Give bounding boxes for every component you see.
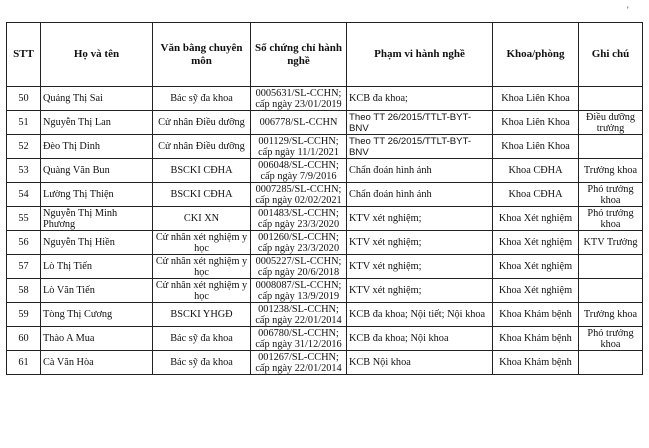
cell-certificate: 006048/SL-CCHN; cấp ngày 7/9/2016 bbox=[251, 159, 347, 183]
cell-qualification: Bác sỹ đa khoa bbox=[153, 327, 251, 351]
table-header-row bbox=[7, 23, 643, 87]
header-certificate: Số chứng chỉ hành nghề bbox=[251, 23, 347, 87]
cell-note: Trưởng khoa bbox=[579, 303, 643, 327]
cell-scope: Chẩn đoán hình ảnh bbox=[347, 159, 493, 183]
cell-qualification: Cử nhân xét nghiệm y học bbox=[153, 231, 251, 255]
cell-certificate: 006778/SL-CCHN bbox=[251, 111, 347, 135]
cell-note: Phó trưởng khoa bbox=[579, 207, 643, 231]
cell-scope: KTV xét nghiệm; bbox=[347, 231, 493, 255]
cell-qualification: Cử nhân xét nghiệm y học bbox=[153, 279, 251, 303]
cell-stt: 53 bbox=[7, 159, 41, 183]
cell-department: Khoa CĐHA bbox=[493, 183, 579, 207]
cell-name: Lò Thị Tiến bbox=[41, 255, 153, 279]
table-row bbox=[7, 231, 643, 255]
cell-scope: KCB Nội khoa bbox=[347, 351, 493, 375]
table-row bbox=[7, 279, 643, 303]
cell-stt: 52 bbox=[7, 135, 41, 159]
cell-name: Nguyễn Thị Minh Phương bbox=[41, 207, 153, 231]
cell-certificate: 001129/SL-CCHN; cấp ngày 11/1/2021 bbox=[251, 135, 347, 159]
table-row bbox=[7, 303, 643, 327]
cell-note: Phó trưởng khoa bbox=[579, 327, 643, 351]
cell-scope: KTV xét nghiệm; bbox=[347, 255, 493, 279]
cell-note: Điều dưỡng trưởng bbox=[579, 111, 643, 135]
cell-name: Nguyễn Thị Hiền bbox=[41, 231, 153, 255]
cell-name: Quảng Thị Sai bbox=[41, 87, 153, 111]
staff-table bbox=[6, 22, 643, 375]
cell-certificate: 0007285/SL-CCHN; cấp ngày 02/02/2021 bbox=[251, 183, 347, 207]
cell-qualification: Cử nhân Điều dưỡng bbox=[153, 135, 251, 159]
cell-certificate: 0008087/SL-CCHN; cấp ngày 13/9/2019 bbox=[251, 279, 347, 303]
cell-note bbox=[579, 135, 643, 159]
cell-note bbox=[579, 87, 643, 111]
cell-stt: 54 bbox=[7, 183, 41, 207]
cell-name: Cà Văn Hòa bbox=[41, 351, 153, 375]
cell-department: Khoa Xét nghiệm bbox=[493, 279, 579, 303]
cell-scope: KCB đa khoa; Nội khoa bbox=[347, 327, 493, 351]
cell-stt: 59 bbox=[7, 303, 41, 327]
cell-certificate: 001238/SL-CCHN; cấp ngày 22/01/2014 bbox=[251, 303, 347, 327]
cell-scope: KCB đa khoa; Nội tiết; Nội khoa bbox=[347, 303, 493, 327]
cell-name: Lường Thị Thiện bbox=[41, 183, 153, 207]
cell-name: Nguyễn Thị Lan bbox=[41, 111, 153, 135]
cell-qualification: Bác sỹ đa khoa bbox=[153, 351, 251, 375]
cell-department: Khoa Xét nghiệm bbox=[493, 207, 579, 231]
cell-scope: KTV xét nghiệm; bbox=[347, 279, 493, 303]
cell-department: Khoa Liên Khoa bbox=[493, 135, 579, 159]
header-department: Khoa/phòng bbox=[493, 23, 579, 87]
cell-scope: Chẩn đoán hình ảnh bbox=[347, 183, 493, 207]
table-row bbox=[7, 207, 643, 231]
cell-stt: 51 bbox=[7, 111, 41, 135]
cell-scope: Theo TT 26/2015/TTLT-BYT-BNV bbox=[347, 111, 493, 135]
cell-certificate: 0005631/SL-CCHN; cấp ngày 23/01/2019 bbox=[251, 87, 347, 111]
cell-department: Khoa Liên Khoa bbox=[493, 87, 579, 111]
cell-department: Khoa CĐHA bbox=[493, 159, 579, 183]
table-row bbox=[7, 111, 643, 135]
corner-mark: ' bbox=[627, 5, 629, 15]
cell-qualification: Bác sỹ đa khoa bbox=[153, 87, 251, 111]
table-row bbox=[7, 351, 643, 375]
cell-department: Khoa Khám bệnh bbox=[493, 351, 579, 375]
cell-department: Khoa Khám bệnh bbox=[493, 303, 579, 327]
cell-note: Phó trưởng khoa bbox=[579, 183, 643, 207]
cell-stt: 57 bbox=[7, 255, 41, 279]
cell-name: Đèo Thị Dinh bbox=[41, 135, 153, 159]
cell-stt: 55 bbox=[7, 207, 41, 231]
cell-certificate: 001260/SL-CCHN; cấp ngày 23/3/2020 bbox=[251, 231, 347, 255]
cell-scope: Theo TT 26/2015/TTLT-BYT-BNV bbox=[347, 135, 493, 159]
cell-qualification: Cử nhân Điều dưỡng bbox=[153, 111, 251, 135]
cell-stt: 56 bbox=[7, 231, 41, 255]
header-qualification: Văn bằng chuyên môn bbox=[153, 23, 251, 87]
table-row bbox=[7, 183, 643, 207]
header-scope: Phạm vi hành nghề bbox=[347, 23, 493, 87]
header-name: Họ và tên bbox=[41, 23, 153, 87]
cell-department: Khoa Khám bệnh bbox=[493, 327, 579, 351]
table-row bbox=[7, 159, 643, 183]
cell-stt: 61 bbox=[7, 351, 41, 375]
cell-department: Khoa Liên Khoa bbox=[493, 111, 579, 135]
table-row bbox=[7, 255, 643, 279]
header-stt: STT bbox=[7, 23, 41, 87]
cell-name: Thào A Mua bbox=[41, 327, 153, 351]
cell-note bbox=[579, 351, 643, 375]
cell-certificate: 001483/SL-CCHN; cấp ngày 23/3/2020 bbox=[251, 207, 347, 231]
cell-scope: KTV xét nghiệm; bbox=[347, 207, 493, 231]
cell-name: Lò Văn Tiến bbox=[41, 279, 153, 303]
cell-certificate: 0005227/SL-CCHN; cấp ngày 20/6/2018 bbox=[251, 255, 347, 279]
table-row bbox=[7, 135, 643, 159]
cell-note: KTV Trưởng bbox=[579, 231, 643, 255]
cell-scope: KCB đa khoa; bbox=[347, 87, 493, 111]
table-row bbox=[7, 87, 643, 111]
cell-certificate: 001267/SL-CCHN; cấp ngày 22/01/2014 bbox=[251, 351, 347, 375]
cell-name: Tòng Thị Cương bbox=[41, 303, 153, 327]
cell-name: Quàng Văn Bun bbox=[41, 159, 153, 183]
table-row bbox=[7, 327, 643, 351]
cell-stt: 50 bbox=[7, 87, 41, 111]
cell-qualification: CKI XN bbox=[153, 207, 251, 231]
cell-stt: 58 bbox=[7, 279, 41, 303]
cell-qualification: BSCKI CĐHA bbox=[153, 183, 251, 207]
cell-department: Khoa Xét nghiệm bbox=[493, 255, 579, 279]
cell-note bbox=[579, 255, 643, 279]
cell-qualification: BSCKI CĐHA bbox=[153, 159, 251, 183]
cell-note: Trưởng khoa bbox=[579, 159, 643, 183]
cell-department: Khoa Xét nghiệm bbox=[493, 231, 579, 255]
cell-qualification: BSCKI YHGĐ bbox=[153, 303, 251, 327]
cell-certificate: 006780/SL-CCHN; cấp ngày 31/12/2016 bbox=[251, 327, 347, 351]
cell-stt: 60 bbox=[7, 327, 41, 351]
header-note: Ghi chú bbox=[579, 23, 643, 87]
cell-qualification: Cử nhân xét nghiệm y học bbox=[153, 255, 251, 279]
cell-note bbox=[579, 279, 643, 303]
